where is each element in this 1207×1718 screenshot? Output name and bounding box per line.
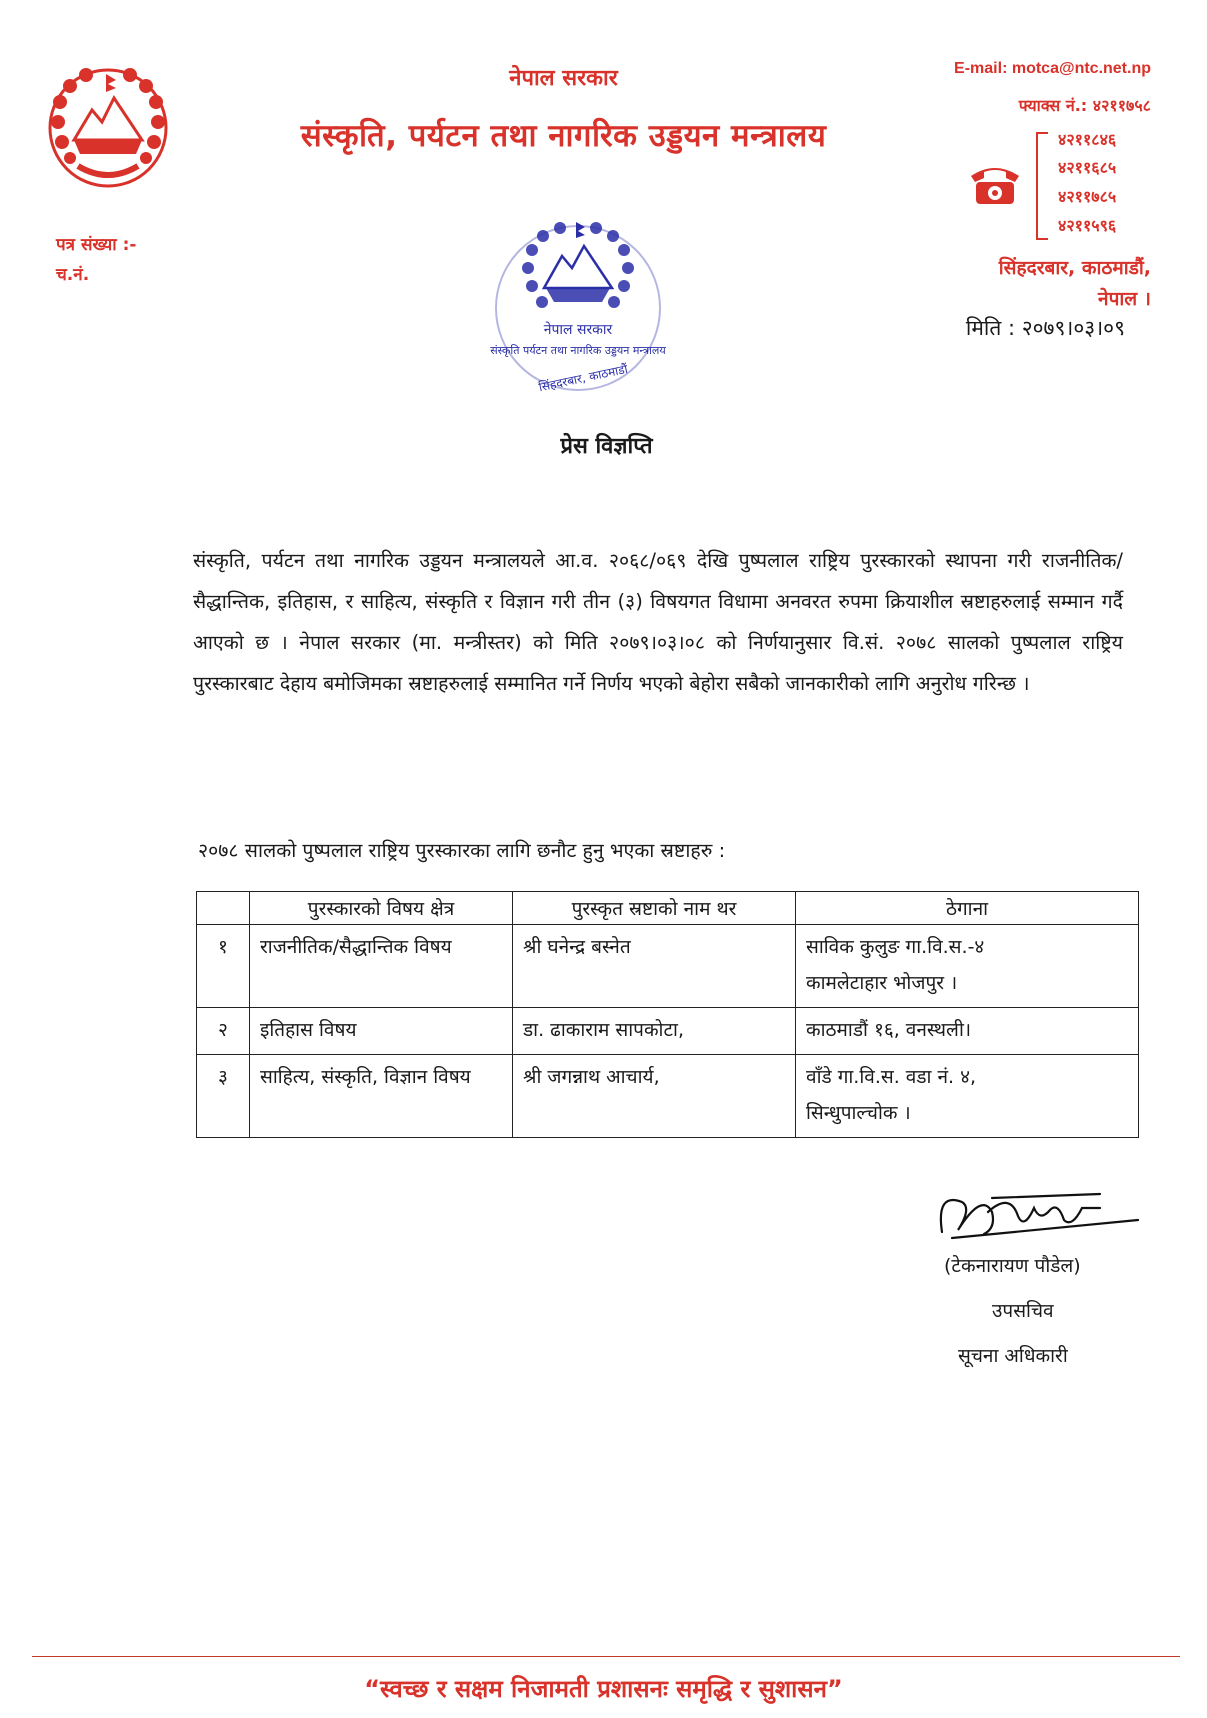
phone-number: ४२११८४६ (1058, 130, 1117, 149)
award-field: साहित्य, संस्कृति, विज्ञान विषय (250, 1055, 513, 1138)
awardee-address (796, 1008, 1139, 1055)
table-row (197, 1055, 1139, 1138)
phone-list-bracket (1036, 132, 1048, 240)
awardees-list-heading: २०७८ सालको पुष्पलाल राष्ट्रिय पुरस्कारका लागि छनौट हुनु भएका स्रष्टाहरु : (198, 839, 726, 862)
award-field: राजनीतिक/सैद्धान्तिक विषय (250, 925, 513, 1008)
awardee-address (796, 925, 1139, 1008)
signatory-name: (टेकनारायण पौडेल) (944, 1255, 1081, 1277)
ministry-name: संस्कृति, पर्यटन तथा नागरिक उड्डयन मन्त्रालय (300, 118, 827, 154)
telephone-icon (968, 162, 1022, 206)
address-line: साविक कुलुङ गा.वि.स.-४ (806, 936, 985, 958)
address-line-2: नेपाल । (1098, 288, 1151, 310)
email-address: E-mail: motca@ntc.net.np (954, 60, 1151, 77)
dispatch-number-label: च.नं. (56, 265, 90, 285)
phone-number: ४२११७८५ (1058, 187, 1117, 206)
ministry-stamp (488, 218, 668, 418)
fax-number: फ्याक्स नं.: ४२११७५८ (1018, 96, 1151, 115)
letter-date: मिति : २०७९।०३।०९ (965, 316, 1125, 340)
table-row (197, 1008, 1139, 1055)
column-header-number (197, 892, 250, 925)
row-number: २ (197, 1008, 250, 1055)
footer-motto: “स्वच्छ र सक्षम निजामती प्रशासनः समृद्धि र सुशासन” (364, 1675, 843, 1703)
table-header-row (197, 892, 1139, 925)
awardee-name: डा. ढाकाराम सापकोटा, (513, 1008, 796, 1055)
phone-number: ४२११६८५ (1058, 158, 1117, 177)
address-line: सिन्धुपाल्चोक । (806, 1102, 911, 1124)
address-line: काठमाडौं १६, वनस्थली। (806, 1019, 972, 1041)
government-name: नेपाल सरकार (509, 66, 618, 91)
column-header-address: ठेगाना (796, 892, 1139, 925)
awardees-table (196, 891, 1139, 1138)
column-header-field: पुरस्कारको विषय क्षेत्र (250, 892, 513, 925)
footer-divider (32, 1656, 1180, 1657)
stamp-ring-text: संस्कृति पर्यटन तथा नागरिक उड्डयन मन्त्रालय (490, 344, 666, 357)
document-title: प्रेस विज्ञप्ति (560, 434, 653, 459)
awardee-address (796, 1055, 1139, 1138)
signatory-role: सूचना अधिकारी (958, 1345, 1068, 1367)
signatory-designation: उपसचिव (992, 1300, 1054, 1322)
address-line-1: सिंहदरबार, काठमाडौं, (998, 257, 1151, 279)
award-field: इतिहास विषय (250, 1008, 513, 1055)
reference-number-label: पत्र संख्या :- (56, 235, 137, 255)
handwritten-signature (932, 1172, 1142, 1262)
column-header-name: पुरस्कृत स्रष्टाको नाम थर (513, 892, 796, 925)
awardee-name: श्री जगन्नाथ आचार्य, (513, 1055, 796, 1138)
stamp-center-text: नेपाल सरकार (543, 322, 613, 338)
awardee-name: श्री घनेन्द्र बस्नेत (513, 925, 796, 1008)
row-number: १ (197, 925, 250, 1008)
phone-number: ४२११५९६ (1058, 216, 1117, 235)
stamp-bottom-text: सिंहदरबार, काठमाडौं (537, 361, 629, 395)
press-release-body: संस्कृति, पर्यटन तथा नागरिक उड्डयन मन्त्रालयले आ.व. २०६८/०६९ देखि पुष्पलाल राष्ट्रिय पुरस्कारको स्थापना गरी राजनीतिक/सैद्धान्तिक, इतिहास, र साहित्य, संस्कृति र विज्ञान गरी तीन (३) विषयगत विधामा अनवरत रुपमा क्रियाशील स्रष्टाहरुलाई सम्मान गर्दै आएको छ । नेपाल सरकार (मा. मन्त्रीस्तर) को मिति २०७९।०३।०८ को निर्णयानुसार वि.सं. २०७८ सालको पुष्पलाल राष्ट्रिय पुरस्कारबाट देहाय बमोजिमका स्रष्टाहरुलाई सम्मानित गर्ने निर्णय भएको बेहोरा सबैको जानकारीको लागि अनुरोध गरिन्छ । (193, 549, 1123, 695)
row-number: ३ (197, 1055, 250, 1138)
address-line: कामलेटाहार भोजपुर । (806, 972, 958, 994)
table-row (197, 925, 1139, 1008)
address-line: वाँडे गा.वि.स. वडा नं. ४, (806, 1066, 977, 1088)
